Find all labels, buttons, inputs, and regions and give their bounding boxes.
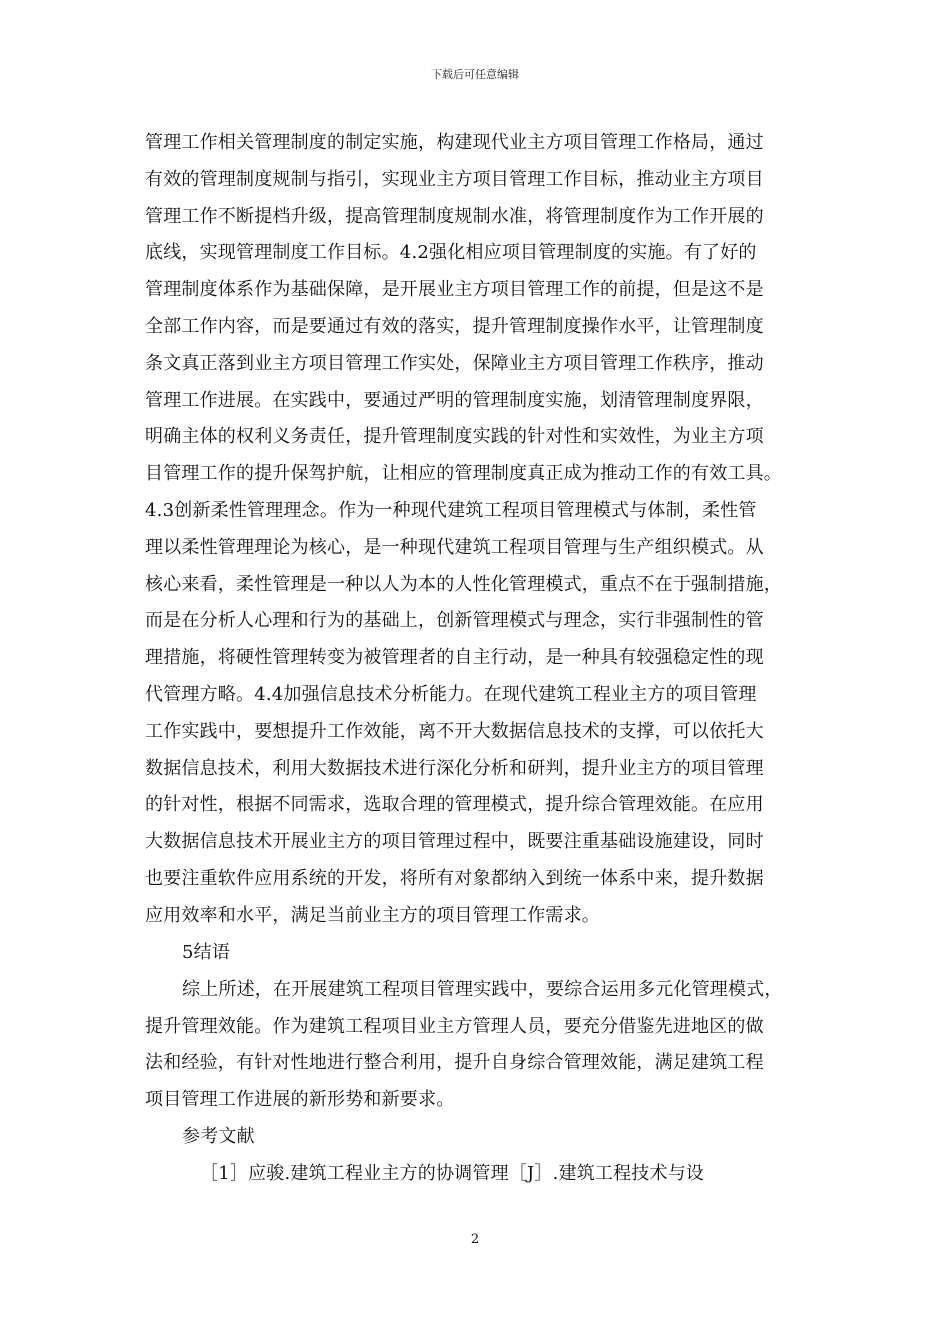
text-line: 而是在分析人心理和行为的基础上，创新管理模式与理念，实行非强制性的管 — [145, 610, 764, 631]
text-line: 综上所述，在开展建筑工程项目管理实践中，要综合运用多元化管理模式， — [182, 979, 783, 1000]
text-line: 管理工作进展。在实践中，要通过严明的管理制度实施，划清管理制度界限， — [145, 390, 764, 411]
references-title: 参考文献 — [182, 1126, 255, 1147]
text-line: 管理工作相关管理制度的制定实施，构建现代业主方项目管理工作格局，通过 — [145, 132, 764, 153]
text-line: 目管理工作的提升保驾护航，让相应的管理制度真正成为推动工作的有效工具。 — [145, 463, 782, 484]
text-line: 法和经验，有针对性地进行整合利用，提升自身综合管理效能，满足建筑工程 — [145, 1052, 764, 1073]
text-line: 理以柔性管理理论为核心，是一种现代建筑工程项目管理与生产组织模式。从 — [145, 537, 764, 558]
text-line: 也要注重软件应用系统的开发，将所有对象都纳入到统一体系中来，提升数据 — [145, 868, 764, 889]
text-line: 核心来看，柔性管理是一种以人为本的人性化管理模式，重点不在于强制措施， — [145, 574, 782, 595]
page-number: 2 — [470, 1232, 480, 1247]
text-line: 应用效率和水平，满足当前业主方的项目管理工作需求。 — [145, 905, 600, 926]
text-line: 大数据信息技术开展业主方的项目管理过程中，既要注重基础设施建设，同时 — [145, 831, 764, 852]
text-line: 有效的管理制度规制与指引，实现业主方项目管理工作目标，推动业主方项目 — [145, 169, 764, 190]
text-line: 4.3创新柔性管理理念。作为一种现代建筑工程项目管理模式与体制，柔性管 — [145, 500, 757, 521]
text-line: 项目管理工作进展的新形势和新要求。 — [145, 1089, 455, 1110]
text-line: 理措施，将硬性管理转变为被管理者的自主行动，是一种具有较强稳定性的现 — [145, 647, 764, 668]
text-line: 工作实践中，要想提升工作效能，离不开大数据信息技术的支撑，可以依托大 — [145, 721, 764, 742]
page-header: 下载后可任意编辑 — [431, 68, 519, 81]
text-line: 的针对性，根据不同需求，选取合理的管理模式，提升综合管理效能。在应用 — [145, 794, 764, 815]
text-line: 底线，实现管理制度工作目标。4.2强化相应项目管理制度的实施。有了好的 — [145, 242, 757, 263]
text-line: 管理制度体系作为基础保障，是开展业主方项目管理工作的前提，但是这不是 — [145, 279, 764, 300]
reference-item: ［1］应骏.建筑工程业主方的协调管理［J］.建筑工程技术与设 — [200, 1163, 705, 1184]
text-line: 管理工作不断提档升级，提高管理制度规制水准，将管理制度作为工作开展的 — [145, 206, 764, 227]
text-line: 数据信息技术，利用大数据技术进行深化分析和研判，提升业主方的项目管理 — [145, 758, 764, 779]
text-line: 条文真正落到业主方项目管理工作实处，保障业主方项目管理工作秩序，推动 — [145, 353, 764, 374]
text-line: 全部工作内容，而是要通过有效的落实，提升管理制度操作水平，让管理制度 — [145, 316, 764, 337]
text-line: 代管理方略。4.4加强信息技术分析能力。在现代建筑工程业主方的项目管理 — [145, 684, 757, 705]
section-title: 5结语 — [182, 942, 231, 963]
text-line: 提升管理效能。作为建筑工程项目业主方管理人员，要充分借鉴先进地区的做 — [145, 1016, 764, 1037]
text-line: 明确主体的权利义务责任，提升管理制度实践的针对性和实效性，为业主方项 — [145, 426, 764, 447]
